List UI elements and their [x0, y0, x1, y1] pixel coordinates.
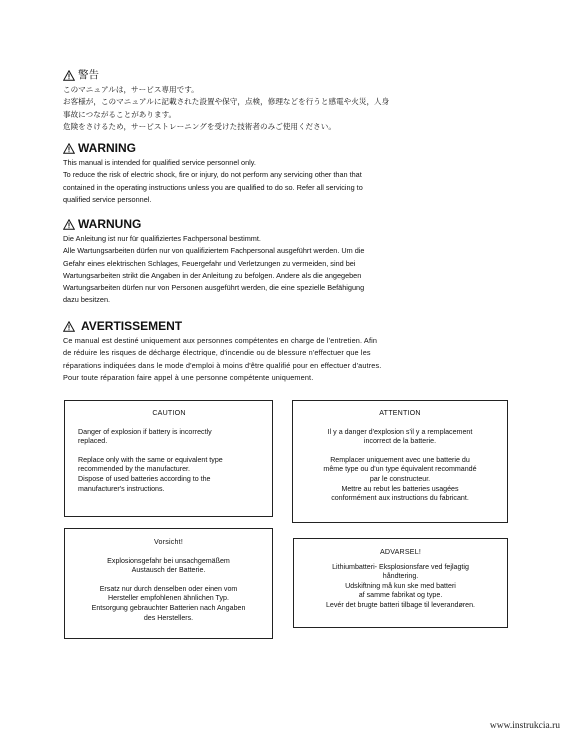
- attention-box: [292, 400, 508, 523]
- english-warning-line: This manual is intended for qualified service personnel only.: [63, 158, 256, 167]
- warning-triangle-icon: [63, 143, 75, 154]
- vorsicht-box-line: des Herstellers.: [143, 613, 194, 622]
- vorsicht-box-line: Hersteller empfohlenen ähnlichen Typ.: [108, 594, 229, 603]
- german-warning-line: Die Anleitung ist nur für qualifiziertes Fachpersonal bestimmt.: [63, 234, 261, 243]
- vorsicht-box-line: Austausch der Batterie.: [131, 566, 206, 575]
- advarsel-box: [293, 538, 508, 628]
- attention-box-line: Remplacer uniquement avec une batterie du: [330, 455, 470, 464]
- caution-box-line: recommended by the manufacturer.: [78, 465, 190, 474]
- caution-box-line: Danger of explosion if battery is incorrectly: [78, 427, 212, 436]
- caution-box-line: Replace only with the same or equivalent type: [78, 455, 223, 464]
- french-warning-title: AVERTISSEMENT: [81, 319, 183, 333]
- vorsicht-box: [64, 528, 273, 639]
- caution-box-paragraph: [78, 428, 260, 447]
- attention-box-line: par le constructeur.: [369, 474, 431, 483]
- advarsel-box-title: ADVARSEL!: [379, 548, 422, 556]
- attention-box-paragraph: [299, 428, 501, 447]
- japanese-warning-line: 危険をさけるため，サービストレーニングを受けた技術者のみご使用ください。: [63, 121, 336, 131]
- french-warning-section: [63, 320, 463, 384]
- attention-box-line: Mettre au rebut les batteries usagées: [341, 484, 459, 493]
- japanese-warning-title: 警告: [78, 69, 99, 82]
- caution-box-paragraph: [78, 456, 260, 494]
- german-warning-line: Alle Wartungsarbeiten dürfen nur von qualifiziertem Fachpersonal ausgeführt werden. Um die: [63, 246, 365, 256]
- attention-box-title: ATTENTION: [379, 409, 421, 417]
- footer-url: www.instrukcia.ru: [489, 721, 560, 731]
- french-warning-line: réparations indiquées dans le mode d'emploi à moins d'être qualifié pour en effectuer d'autres.: [63, 360, 382, 370]
- french-warning-line: de réduire les risques de décharge électrique, d'incendie ou de blessure n'effectuer que les: [63, 348, 371, 358]
- attention-box-line: conformément aux instructions du fabricant.: [331, 494, 469, 503]
- vorsicht-box-line: Entsorgung gebrauchter Batterien nach Angaben: [91, 603, 246, 612]
- warning-triangle-icon: [63, 70, 75, 81]
- vorsicht-box-line: Explosionsgefahr bei unsachgemäßem: [107, 556, 230, 565]
- advarsel-box-line: Udskiftning må kun ske med batteri: [345, 581, 456, 590]
- french-warning-heading: [63, 320, 463, 332]
- japanese-warning-line: このマニュアルは，サービス専用です。: [63, 85, 199, 94]
- japanese-warning-line: お客様が，このマニュアルに記載された設置や保守，点検，修理などを行うと感電や火災，人身: [63, 97, 390, 107]
- english-warning-section: [63, 142, 463, 206]
- warning-triangle-icon: [63, 321, 75, 332]
- french-warning-line: Pour toute réparation faire appel à une personne compétente uniquement.: [63, 372, 314, 382]
- caution-box-line: replaced.: [78, 437, 108, 446]
- english-warning-heading: [63, 142, 463, 154]
- german-warning-line: dazu besitzen.: [63, 295, 111, 305]
- warning-triangle-icon: [63, 219, 75, 230]
- caution-box: [64, 400, 273, 517]
- attention-box-line: incorrect de la batterie.: [363, 437, 437, 446]
- german-warning-line: Wartungsarbeiten strikt die Angaben in der Anleitung zu befolgen. Andere als die angegeben: [63, 270, 362, 280]
- vorsicht-box-line: Ersatz nur durch denselben oder einen vom: [99, 584, 238, 593]
- english-warning-line: contained in the operating instructions unless you are qualified to do so. Refer all servicing to: [63, 182, 363, 192]
- german-warning-title: WARNUNG: [78, 217, 142, 231]
- english-warning-line: qualified service personnel.: [63, 194, 152, 204]
- german-warning-heading: [63, 218, 463, 230]
- vorsicht-box-paragraph: [71, 585, 266, 623]
- german-warning-line: Wartungsarbeiten dürfen nur von Personen ausgeführt werden, die eine spezielle Befähigung: [63, 283, 365, 293]
- advarsel-box-line: af samme fabrikat og type.: [358, 591, 443, 600]
- english-warning-title: WARNING: [78, 141, 136, 155]
- caution-box-title: CAUTION: [152, 409, 186, 417]
- advarsel-box-paragraph: [300, 563, 501, 611]
- attention-box-paragraph: [299, 456, 501, 504]
- attention-box-line: même type ou d'un type équivalent recommandé: [323, 465, 477, 474]
- caution-box-line: manufacturer's instructions.: [78, 484, 165, 493]
- japanese-warning-heading: [63, 70, 463, 81]
- vorsicht-box-paragraph: [71, 557, 266, 576]
- german-warning-line: Gefahr eines elektrischen Schlages, Feuergefahr und Verletzungen zu vermeiden, sind bei: [63, 258, 356, 268]
- advarsel-box-line: Levér det brugte batteri tilbage til leverandøren.: [325, 600, 476, 609]
- english-warning-line: To reduce the risk of electric shock, fire or injury, do not perform any servicing other than that: [63, 170, 362, 180]
- german-warning-section: [63, 218, 463, 307]
- caution-box-line: Dispose of used batteries according to the: [78, 474, 211, 483]
- japanese-warning-line: 事故につながることがあります。: [63, 109, 177, 119]
- advarsel-box-line: håndtering.: [382, 572, 419, 581]
- vorsicht-box-title: Vorsicht!: [153, 538, 183, 546]
- attention-box-line: Il y a danger d'explosion s'il y a remplacement: [327, 427, 473, 436]
- japanese-warning-section: [63, 70, 463, 133]
- french-warning-line: Ce manual est destiné uniquement aux personnes compétentes en charge de l'entretien. Afin: [63, 336, 378, 345]
- advarsel-box-line: Lithiumbatteri- Eksplosionsfare ved fejlagtig: [332, 562, 469, 571]
